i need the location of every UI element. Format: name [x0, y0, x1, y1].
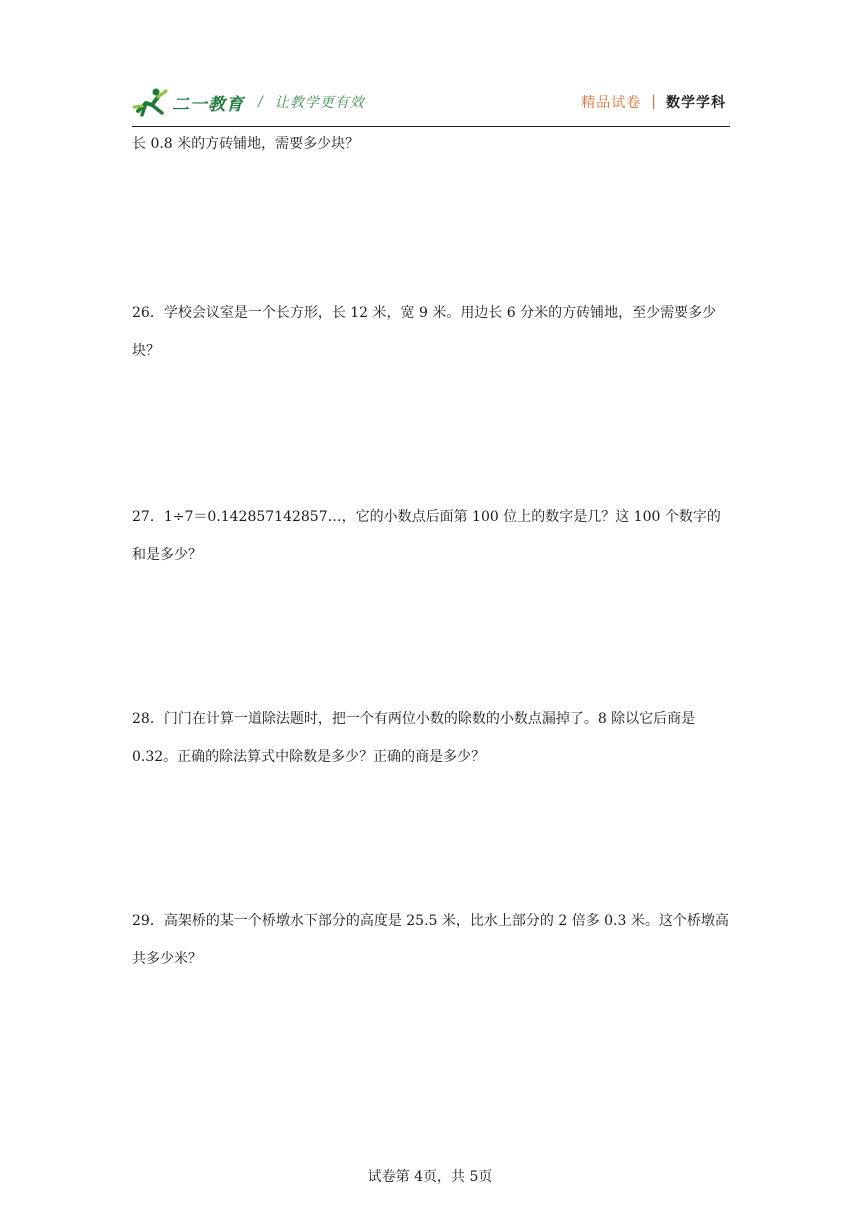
tag-separator: | — [651, 94, 656, 110]
page-footer: 试卷第 4页，共 5页 — [367, 1169, 493, 1185]
question-27: 27．1÷7＝0.142857142857…，它的小数点后面第 100 位上的数字是几？这 100 个数字的和是多少？ — [132, 509, 721, 563]
logo-text: 二一教育 — [172, 94, 244, 115]
question-26: 26．学校会议室是一个长方形，长 12 米，宽 9 米。用边长 6 分米的方砖铺地，至少需要多少块？ — [132, 305, 717, 359]
runner-logo-icon — [132, 85, 170, 119]
question-29: 29．高架桥的某一个桥墩水下部分的高度是 25.5 米，比水上部分的 2 倍多 0.3 米。这个桥墩高共多少米？ — [132, 913, 729, 967]
logo — [132, 82, 365, 122]
page-header — [132, 82, 730, 126]
slogan: 让教学更有效 — [274, 95, 365, 111]
question-25-continuation: 长 0.8 米的方砖铺地，需要多少块？ — [132, 136, 360, 152]
subject-tag: 数学学科 — [666, 95, 726, 111]
premium-tag: 精品试卷 — [581, 95, 642, 111]
question-28: 28．门门在计算一道除法题时，把一个有两位小数的除数的小数点漏掉了。8 除以它后商是 0.32。正确的除法算式中除数是多少？正确的商是多少？ — [132, 711, 696, 765]
header-tags — [581, 92, 726, 112]
slogan-separator: / — [258, 94, 263, 110]
